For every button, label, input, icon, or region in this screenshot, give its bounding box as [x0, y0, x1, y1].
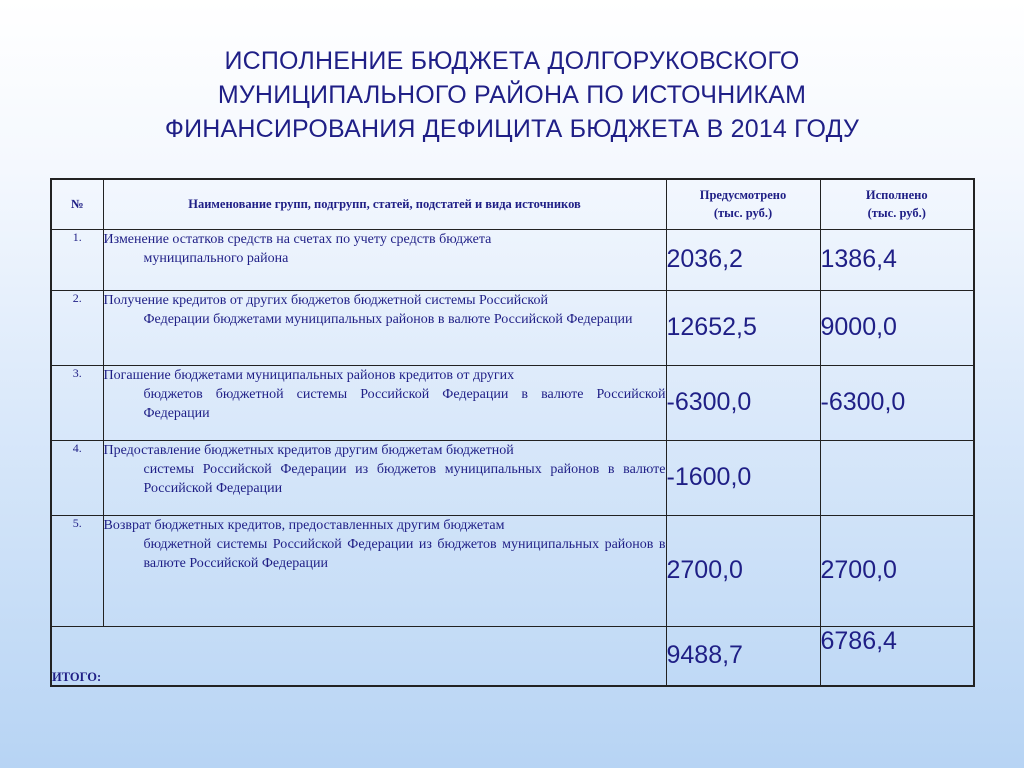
- slide-title: [60, 44, 964, 146]
- row-number: 4.: [51, 440, 103, 515]
- row-number: 2.: [51, 290, 103, 365]
- table-row: [51, 229, 974, 290]
- row-description-rest: муниципального района: [143, 250, 289, 266]
- row-executed: 2700,0: [820, 515, 974, 626]
- row-number: 5.: [51, 515, 103, 626]
- table-total-row: [51, 626, 974, 686]
- row-description: [103, 515, 666, 626]
- row-description-rest: бюджетной системы Российской Федерации из бюджетов муниципальных районов в валюте Российской Федерации: [143, 536, 666, 571]
- row-planned: 12652,5: [666, 290, 820, 365]
- total-label: ИТОГО:: [51, 626, 666, 686]
- title-line: ФИНАНСИРОВАНИЯ ДЕФИЦИТА БЮДЖЕТА В 2014 ГОДУ: [164, 115, 860, 143]
- row-description: [103, 290, 666, 365]
- header-executed-line2: (тыс. руб.): [867, 206, 926, 221]
- table-header-row: [51, 179, 974, 229]
- row-description: [103, 440, 666, 515]
- table-row: [51, 290, 974, 365]
- header-planned-line2: (тыс. руб.): [713, 206, 773, 221]
- row-planned: -1600,0: [666, 440, 820, 515]
- row-executed: [820, 440, 974, 515]
- row-description-first: Погашение бюджетами муниципальных районов кредитов от других: [103, 367, 515, 383]
- header-number: №: [51, 179, 103, 229]
- row-number: 1.: [51, 229, 103, 290]
- row-description-rest: Федерации бюджетами муниципальных районов в валюте Российской Федерации: [143, 311, 633, 327]
- header-name: Наименование групп, подгрупп, статей, подстатей и вида источников: [103, 179, 666, 229]
- row-executed: 9000,0: [820, 290, 974, 365]
- header-planned-line1: Предусмотрено: [699, 188, 787, 203]
- row-description-first: Предоставление бюджетных кредитов другим бюджетам бюджетной: [103, 442, 514, 458]
- row-description-first: Изменение остатков средств на счетах по учету средств бюджета: [103, 231, 492, 247]
- row-planned: 2036,2: [666, 229, 820, 290]
- table-row: [51, 515, 974, 626]
- row-description: [103, 229, 666, 290]
- total-executed: 6786,4: [820, 626, 974, 686]
- header-executed-line1: Исполнено: [865, 188, 928, 203]
- title-line: ИСПОЛНЕНИЕ БЮДЖЕТА ДОЛГОРУКОВСКОГО: [224, 47, 800, 75]
- budget-table: [50, 178, 975, 687]
- total-planned: 9488,7: [666, 626, 820, 686]
- row-executed: 1386,4: [820, 229, 974, 290]
- table-row: [51, 365, 974, 440]
- row-description-rest: системы Российской Федерации из бюджетов муниципальных районов в валюте Российской Федерации: [143, 461, 666, 496]
- row-planned: -6300,0: [666, 365, 820, 440]
- row-executed: -6300,0: [820, 365, 974, 440]
- table-row: [51, 440, 974, 515]
- row-description-first: Получение кредитов от других бюджетов бюджетной системы Российской: [103, 292, 549, 308]
- row-description-first: Возврат бюджетных кредитов, предоставленных другим бюджетам: [103, 517, 505, 533]
- header-executed: [820, 179, 974, 229]
- row-number: 3.: [51, 365, 103, 440]
- row-description-rest: бюджетов бюджетной системы Российской Федерации в валюте Российской Федерации: [143, 386, 666, 421]
- header-planned: [666, 179, 820, 229]
- row-description: [103, 365, 666, 440]
- row-planned: 2700,0: [666, 515, 820, 626]
- title-line: МУНИЦИПАЛЬНОГО РАЙОНА ПО ИСТОЧНИКАМ: [217, 81, 807, 109]
